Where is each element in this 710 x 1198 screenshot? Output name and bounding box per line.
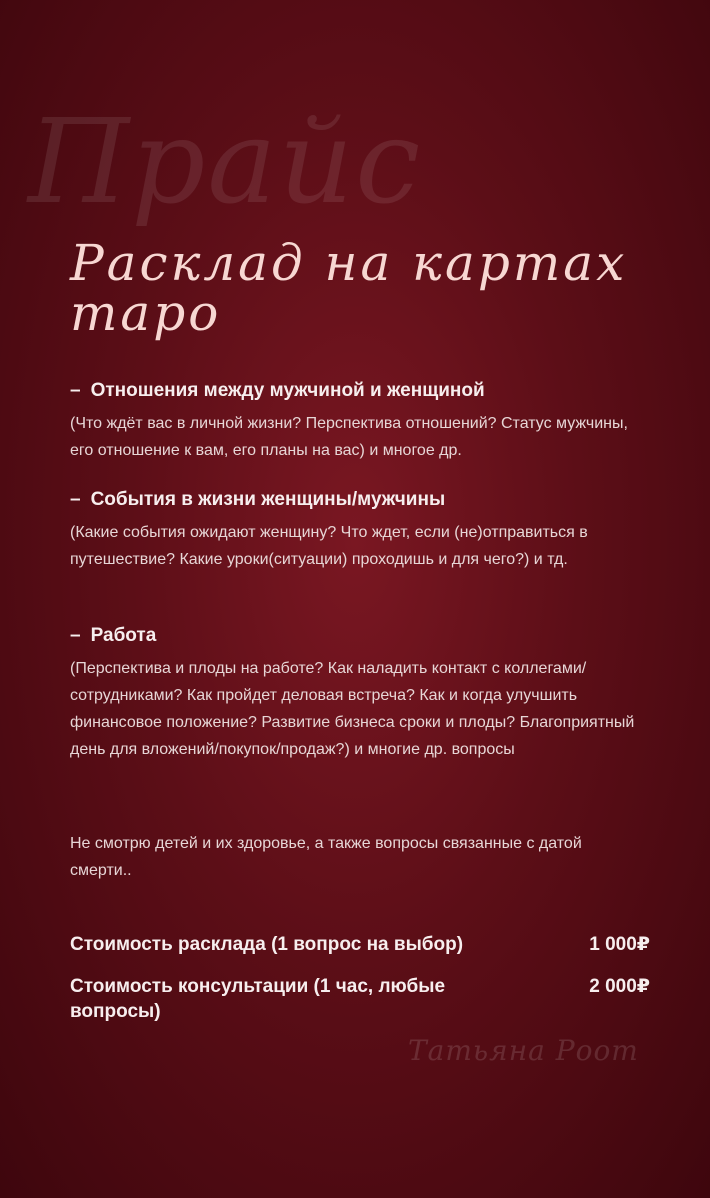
signature-watermark: Татьяна Роот (408, 1034, 639, 1067)
section-relationships (70, 378, 650, 464)
watermark-title: Прайс (28, 95, 423, 230)
price-row-reading (70, 932, 650, 957)
price-value: 2 000₽ (589, 976, 650, 997)
section-heading-text: Отношения между мужчиной и женщиной (90, 380, 485, 401)
section-body: (Что ждёт вас в личной жизни? Перспектива отношений? Статус мужчины, его отношение к вам, его планы на вас) и многое др. (70, 415, 628, 459)
section-life-events (70, 487, 650, 573)
price-row-consultation (70, 974, 650, 1024)
section-body: (Какие события ожидают женщину? Что ждет, если (не)отправиться в путешествие? Какие уроки(ситуации) проходишь и для чего?) и тд. (70, 524, 588, 568)
section-heading (70, 623, 650, 649)
section-work (70, 623, 650, 763)
section-heading-text: Работа (90, 625, 157, 646)
section-heading-text: События в жизни женщины/мужчины (90, 489, 446, 510)
section-heading (70, 378, 650, 404)
price-label: Стоимость консультации (1 час, любые вопросы) (70, 976, 446, 1022)
price-value: 1 000₽ (589, 934, 650, 955)
dash-bullet: – (70, 625, 81, 646)
dash-bullet: – (70, 489, 81, 510)
page-title: Расклад на картах таро (70, 234, 628, 342)
disclaimer-note: Не смотрю детей и их здоровье, а также вопросы связанные с датой смерти.. (70, 835, 582, 879)
dash-bullet: – (70, 380, 81, 401)
section-body: (Перспектива и плоды на работе? Как наладить контакт с коллегами/сотрудниками? Как пройдет деловая встреча? Как и когда улучшить финансовое положение? Развитие бизнеса сроки и плоды? Благоприятный день для вложений/покупок/продаж?) и многие др. вопросы (70, 660, 635, 758)
price-label: Стоимость расклада (1 вопрос на выбор) (70, 934, 464, 955)
section-heading (70, 487, 650, 513)
